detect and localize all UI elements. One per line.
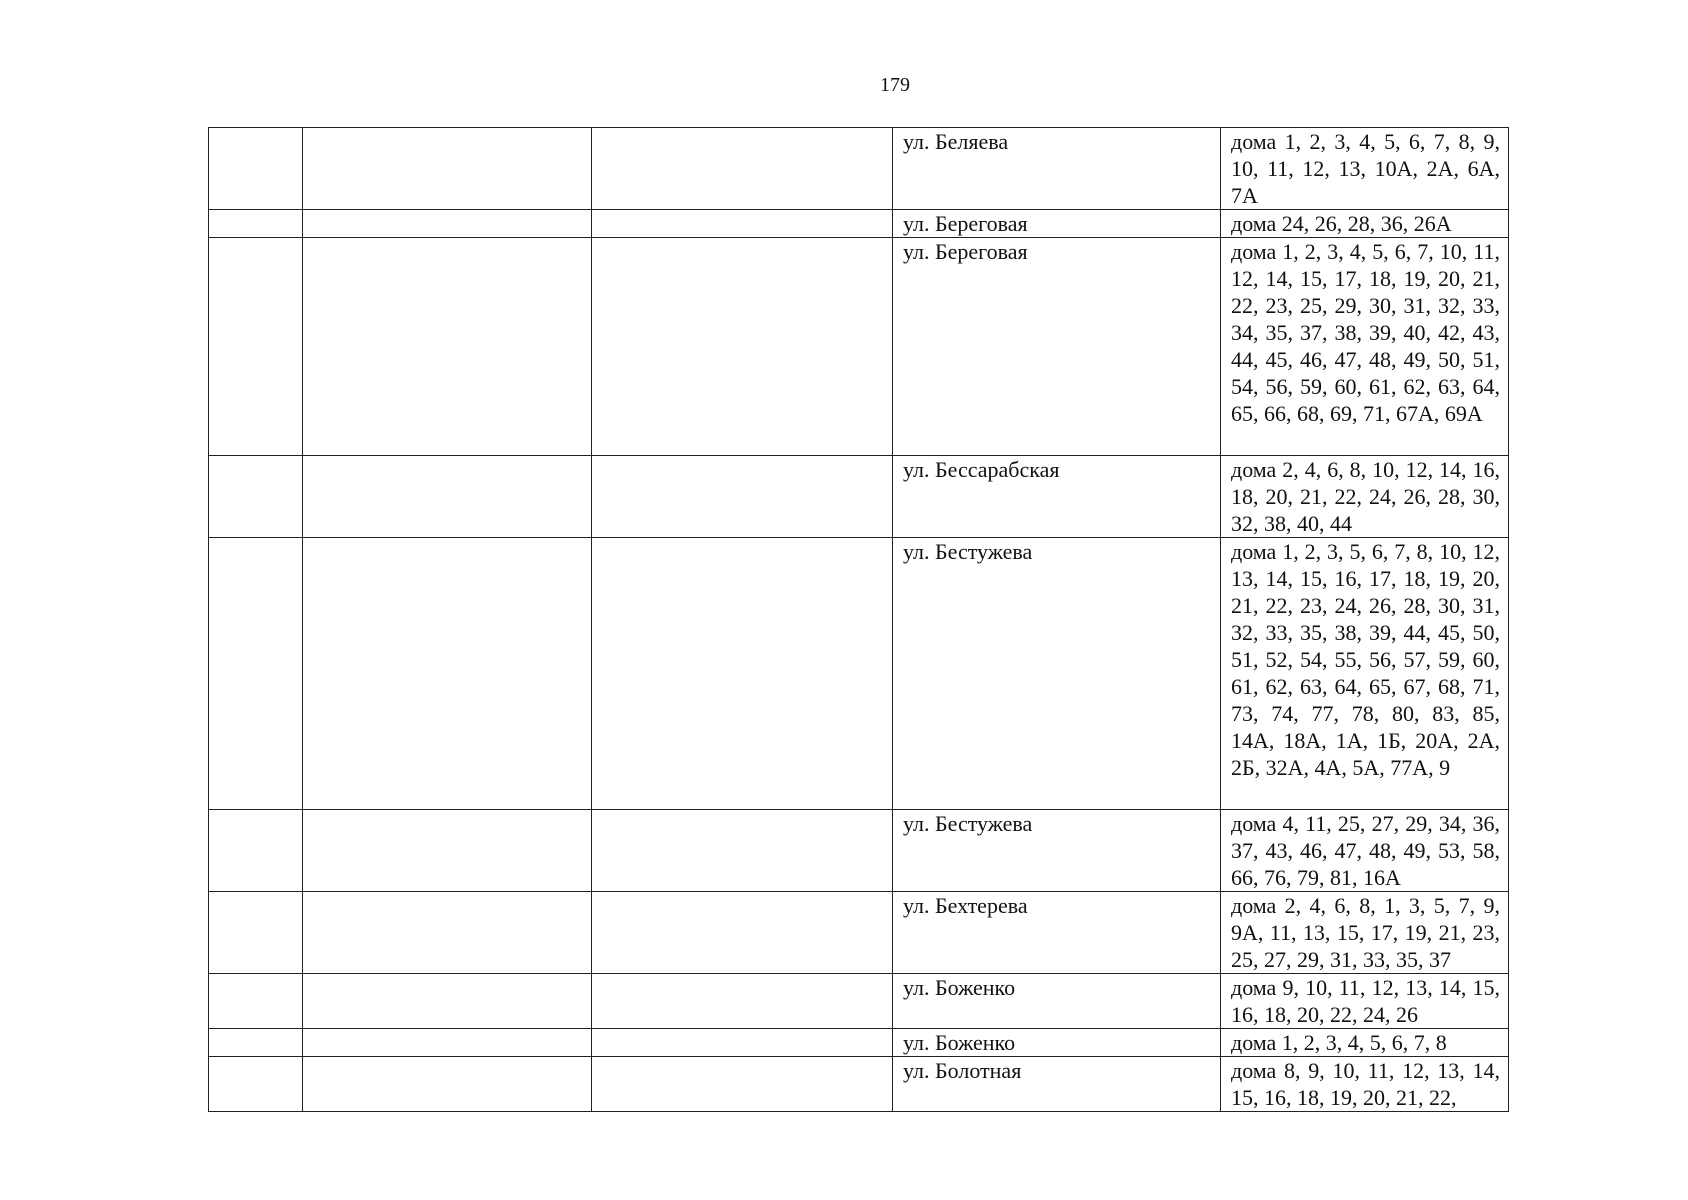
houses-cell: дома 8, 9, 10, 11, 12, 13, 14, 15, 16, 18, 19, 20, 21, 22, <box>1221 1057 1509 1112</box>
empty-cell <box>303 238 592 456</box>
table-row <box>209 128 1509 210</box>
table-row <box>209 538 1509 810</box>
empty-cell <box>592 238 893 456</box>
empty-cell <box>592 974 893 1029</box>
empty-cell <box>303 456 592 538</box>
empty-cell <box>209 238 303 456</box>
empty-cell <box>209 810 303 892</box>
empty-cell <box>209 456 303 538</box>
houses-cell: дома 2, 4, 6, 8, 1, 3, 5, 7, 9, 9А, 11, 13, 15, 17, 19, 21, 23, 25, 27, 29, 31, 33, 35, 37 <box>1221 892 1509 974</box>
table-row <box>209 456 1509 538</box>
empty-cell <box>209 210 303 238</box>
street-cell: ул. Береговая <box>893 210 1221 238</box>
address-table <box>208 127 1509 1112</box>
empty-cell <box>209 892 303 974</box>
empty-cell <box>209 128 303 210</box>
page-number: 179 <box>880 74 910 96</box>
street-cell: ул. Беляева <box>893 128 1221 210</box>
empty-cell <box>209 1057 303 1112</box>
houses-cell: дома 4, 11, 25, 27, 29, 34, 36, 37, 43, 46, 47, 48, 49, 53, 58, 66, 76, 79, 81, 16А <box>1221 810 1509 892</box>
empty-cell <box>592 892 893 974</box>
empty-cell <box>303 538 592 810</box>
table-row <box>209 1029 1509 1057</box>
empty-cell <box>303 892 592 974</box>
houses-cell: дома 1, 2, 3, 4, 5, 6, 7, 8 <box>1221 1029 1509 1057</box>
empty-cell <box>303 810 592 892</box>
street-cell: ул. Боженко <box>893 1029 1221 1057</box>
empty-cell <box>209 974 303 1029</box>
empty-cell <box>592 1057 893 1112</box>
table-row <box>209 210 1509 238</box>
street-cell: ул. Бехтерева <box>893 892 1221 974</box>
table-row <box>209 974 1509 1029</box>
empty-cell <box>592 210 893 238</box>
street-cell: ул. Боженко <box>893 974 1221 1029</box>
table-row <box>209 810 1509 892</box>
houses-cell: дома 1, 2, 3, 4, 5, 6, 7, 8, 9, 10, 11, 12, 13, 10А, 2А, 6А, 7А <box>1221 128 1509 210</box>
street-cell: ул. Береговая <box>893 238 1221 456</box>
empty-cell <box>592 1029 893 1057</box>
empty-cell <box>592 456 893 538</box>
table-row <box>209 238 1509 456</box>
street-cell: ул. Бестужева <box>893 538 1221 810</box>
empty-cell <box>592 128 893 210</box>
empty-cell <box>303 974 592 1029</box>
empty-cell <box>303 1029 592 1057</box>
street-cell: ул. Бессарабская <box>893 456 1221 538</box>
table-row <box>209 1057 1509 1112</box>
street-cell: ул. Болотная <box>893 1057 1221 1112</box>
empty-cell <box>303 128 592 210</box>
empty-cell <box>209 1029 303 1057</box>
empty-cell <box>303 1057 592 1112</box>
houses-cell: дома 1, 2, 3, 5, 6, 7, 8, 10, 12, 13, 14, 15, 16, 17, 18, 19, 20, 21, 22, 23, 24, 26, 28, 30, 31, 32, 33, 35, 38, 39, 44, 45, 50, 51, 52, 54, 55, 56, 57, 59, 60, 61, 62, 63, 64, 65, 67, 68, 71, 73, 74, 77, 78, 80, 83, 85, 14А, 18А, 1А, 1Б, 20А, 2А, 2Б, 32А, 4А, 5А, 77А, 9 <box>1221 538 1509 810</box>
empty-cell <box>592 810 893 892</box>
houses-cell: дома 1, 2, 3, 4, 5, 6, 7, 10, 11, 12, 14, 15, 17, 18, 19, 20, 21, 22, 23, 25, 29, 30, 31, 32, 33, 34, 35, 37, 38, 39, 40, 42, 43, 44, 45, 46, 47, 48, 49, 50, 51, 54, 56, 59, 60, 61, 62, 63, 64, 65, 66, 68, 69, 71, 67А, 69А <box>1221 238 1509 456</box>
table-row <box>209 892 1509 974</box>
empty-cell <box>303 210 592 238</box>
empty-cell <box>592 538 893 810</box>
houses-cell: дома 24, 26, 28, 36, 26А <box>1221 210 1509 238</box>
street-cell: ул. Бестужева <box>893 810 1221 892</box>
houses-cell: дома 9, 10, 11, 12, 13, 14, 15, 16, 18, 20, 22, 24, 26 <box>1221 974 1509 1029</box>
empty-cell <box>209 538 303 810</box>
houses-cell: дома 2, 4, 6, 8, 10, 12, 14, 16, 18, 20, 21, 22, 24, 26, 28, 30, 32, 38, 40, 44 <box>1221 456 1509 538</box>
